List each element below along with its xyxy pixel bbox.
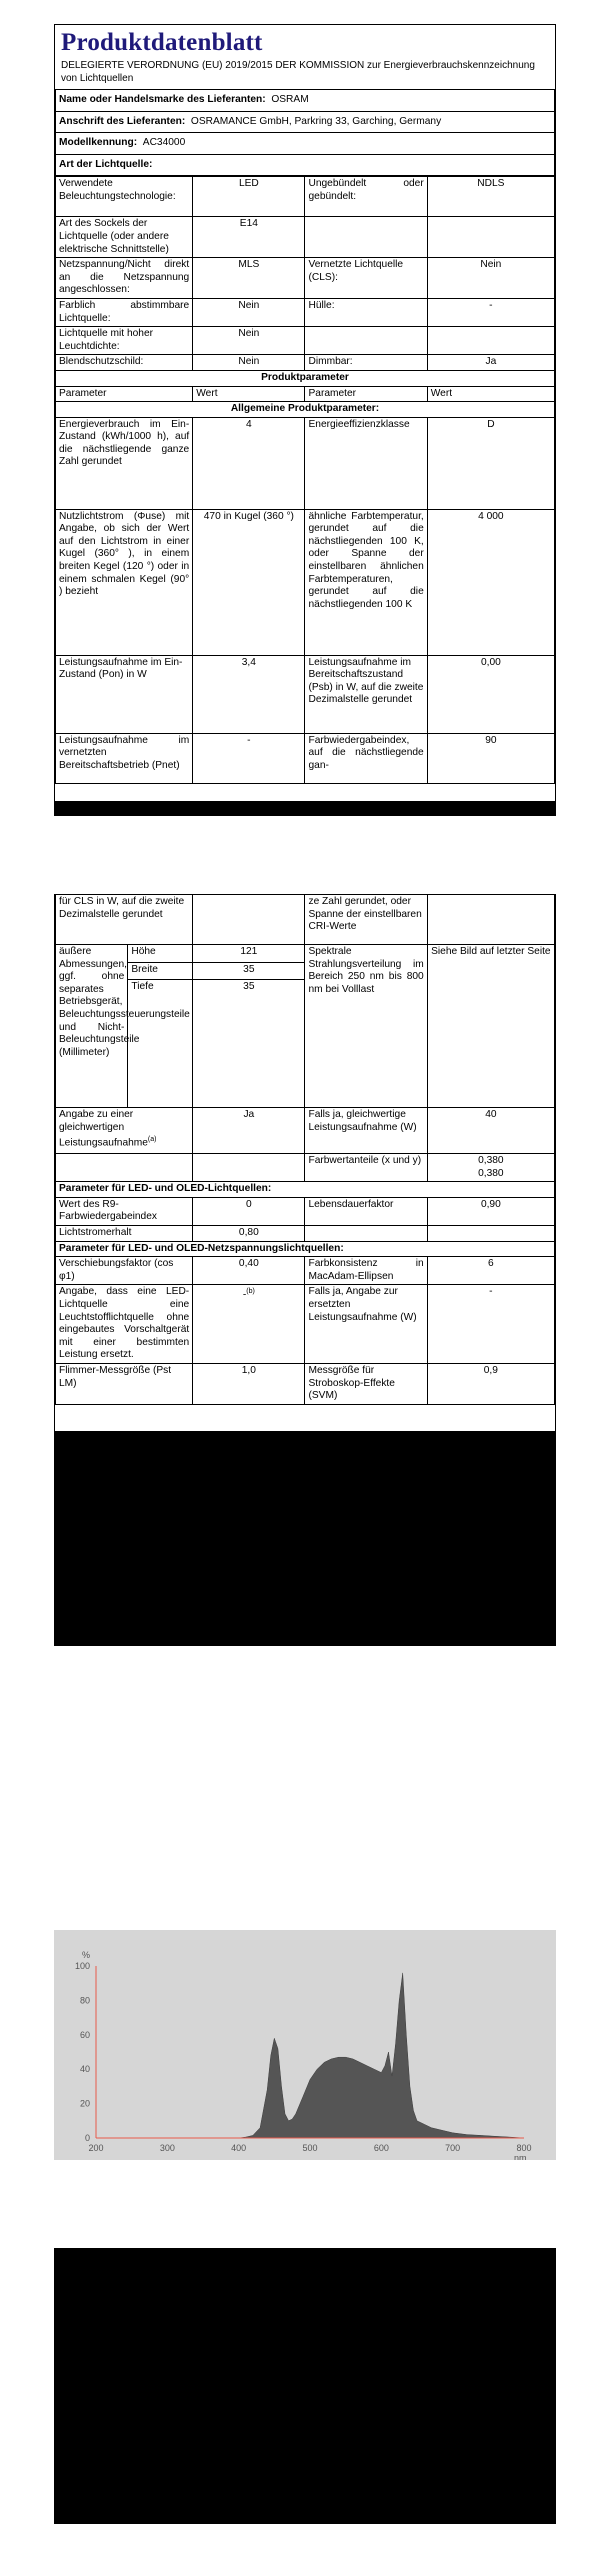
y-axis-label: % (82, 1950, 91, 1960)
col-header-value: Wert (427, 386, 554, 402)
led-parameters-header: Parameter für LED- und OLED-Lichtquellen: (56, 1182, 555, 1198)
type-label: Lichtquelle mit hoher Leuchtdichte: (56, 327, 193, 355)
equivalent-power-label-text: Angabe zu einer gleichwertigen Leistungsaufnahme (59, 1109, 148, 1149)
type-label: Verwendete Beleuchtungstechnologie: (56, 177, 193, 217)
y-tick-label: 0 (84, 2133, 90, 2143)
product-parameters-header: Produktparameter (56, 370, 555, 386)
x-tick-label: 300 (159, 2143, 175, 2153)
equivalent-power-flag-label (56, 1108, 193, 1154)
regulation-subtitle: DELEGIERTE VERORDNUNG (EU) 2019/2015 DER KOMMISSION zur Energieverbrauchskennzeichnung von Lichtquellen (61, 60, 535, 84)
type-label: Ungebündelt oder gebündelt: (305, 177, 427, 217)
chromaticity-label: Farbwertanteile (x und y) (305, 1154, 427, 1182)
param-value: 3,4 (193, 655, 305, 733)
replaced-power-label: Falls ja, Angabe zur ersetzten Leistungsaufnahme (W) (305, 1285, 427, 1364)
equivalent-power-value: 40 (427, 1108, 554, 1154)
fluorescent-replacement-value (193, 1285, 305, 1364)
spectrum-svg (54, 1930, 556, 2160)
mains-led-parameters-header: Parameter für LED- und OLED-Netzspannungslichtquellen: (56, 1241, 555, 1257)
replaced-power-value: - (427, 1285, 554, 1364)
y-tick-label: 20 (79, 2098, 90, 2109)
type-label: Dimmbar: (305, 355, 427, 371)
type-value (427, 217, 554, 258)
chromaticity-values (427, 1154, 554, 1182)
x-tick-label: 200 (88, 2143, 104, 2153)
param-label: Nutzlichtstrom (Φuse) mit Angabe, ob sich der Wert auf den Lichtstrom in einer Kugel (360° ), in einem breiten Kegel (120 °) oder in einem schmalen Kegel (90° ) bezieht (56, 509, 193, 655)
footnote-a: (a) (147, 1136, 157, 1144)
r9-value: 0 (193, 1197, 305, 1225)
dimension-value: 121 (193, 945, 305, 963)
x-tick-label: 400 (231, 2143, 247, 2153)
col-header-parameter: Parameter (56, 386, 193, 402)
redacted-footnote-block (54, 1432, 556, 1646)
dimension-name: Tiefe (128, 980, 193, 1108)
general-parameters-header: Allgemeine Produktparameter: (56, 402, 555, 418)
fluorescent-replacement-dash: - (242, 1289, 247, 1301)
x-tick-label: 600 (373, 2143, 389, 2153)
param-label: Energieeffizienzklasse (305, 417, 427, 509)
datasheet-page-1 (54, 24, 556, 802)
type-label: Vernetzte Lichtquelle (CLS): (305, 258, 427, 299)
displacement-factor-label: Verschiebungsfaktor (cos φ1) (56, 1257, 193, 1285)
type-label (305, 327, 427, 355)
y-tick-label: 100 (74, 1961, 90, 1971)
supplier-address-label: Anschrift des Lieferanten: (59, 115, 186, 127)
type-value: E14 (193, 217, 305, 258)
spectral-value: Siehe Bild auf letzter Seite (427, 945, 554, 1108)
type-label: Farblich abstimmbare Lichtquelle: (56, 298, 193, 326)
x-tick-label: 800 (516, 2143, 532, 2153)
lumen-maintenance-value: 0,80 (193, 1225, 305, 1241)
param-label: ze Zahl gerundet, oder Spanne der einstellbaren CRI-Werte (305, 895, 427, 945)
spectrum-area (239, 1973, 524, 2138)
dimension-name: Höhe (128, 945, 193, 963)
param-label: Leistungsaufnahme im Ein-Zustand (Pon) in W (56, 655, 193, 733)
type-label: Blendschutzschild: (56, 355, 193, 371)
datasheet-page-2 (54, 894, 556, 1432)
dimension-name: Breite (128, 962, 193, 980)
model-id: AC34000 (142, 137, 186, 149)
spectral-distribution-chart (54, 1930, 556, 2160)
type-value: Ja (427, 355, 554, 371)
dimension-value: 35 (193, 962, 305, 980)
param-value: 4 000 (427, 509, 554, 655)
dimension-value: 35 (193, 980, 305, 1108)
stroboscopic-value: 0,9 (427, 1363, 554, 1404)
survival-factor-label: Lebensdauerfaktor (305, 1197, 427, 1225)
y-tick-label: 60 (79, 2029, 90, 2040)
supplier-name-label: Name oder Handelsmarke des Lieferanten: (59, 94, 266, 105)
stroboscopic-label: Messgröße für Stroboskop-Effekte (SVM) (305, 1363, 427, 1404)
type-value: LED (193, 177, 305, 217)
dimensions-label: äußere Abmessungen, ggf. ohne separates Betriebsgerät, Beleuchtungssteuerungsteile und Nicht-Beleuchtungsteile (Millimeter) (56, 945, 128, 1108)
param-value: D (427, 417, 554, 509)
displacement-factor-value: 0,40 (193, 1257, 305, 1285)
flicker-value: 1,0 (193, 1363, 305, 1404)
y-tick-label: 40 (79, 2064, 90, 2075)
param-label: ähnliche Farbtemperatur, gerundet auf die nächstliegenden 100 K, oder Spanne der einstellbaren ähnlichen Farbtemperaturen, gerundet auf die nächstliegenden 100 K (305, 509, 427, 655)
x-axis-label: nm (514, 2153, 527, 2160)
type-value: Nein (193, 298, 305, 326)
type-value: Nein (193, 355, 305, 371)
light-source-type-header: Art der Lichtquelle: (56, 154, 555, 176)
param-value: 4 (193, 417, 305, 509)
x-tick-label: 500 (302, 2143, 318, 2153)
flicker-label: Flimmer-Messgröße (Pst LM) (56, 1363, 193, 1404)
type-value (427, 327, 554, 355)
type-value: Nein (427, 258, 554, 299)
page-title: Produktdatenblatt (61, 29, 263, 56)
colour-consistency-label: Farbkonsistenz in MacAdam-Ellipsen (305, 1257, 427, 1285)
type-value: MLS (193, 258, 305, 299)
supplier-name: OSRAM (271, 94, 309, 105)
type-label: Netzspannung/Nicht direkt an die Netzspannung angeschlossen: (56, 258, 193, 299)
param-label: Leistungsaufnahme im vernetzten Bereitschaftsbetrieb (Pnet) (56, 733, 193, 783)
equivalent-power-flag: Ja (193, 1108, 305, 1154)
colour-consistency-value: 6 (427, 1257, 554, 1285)
type-value: - (427, 298, 554, 326)
type-label: Hülle: (305, 298, 427, 326)
supplier-address: OSRAMANCE GmbH, Parkring 33, Garching, Germany (190, 115, 442, 127)
param-label: Farbwiedergabeindex, auf die nächstliegende gan- (305, 733, 427, 783)
param-value: 0,00 (427, 655, 554, 733)
type-label: Art des Sockels der Lichtquelle (oder andere elektrische Schnittstelle) (56, 217, 193, 258)
x-tick-label: 700 (445, 2143, 461, 2153)
type-label (305, 217, 427, 258)
param-label: für CLS in W, auf die zweite Dezimalstelle gerundet (56, 895, 193, 945)
param-value: - (193, 733, 305, 783)
r9-label: Wert des R9-Farbwiedergabeindex (56, 1197, 193, 1225)
lumen-maintenance-label: Lichtstromerhalt (56, 1225, 193, 1241)
equivalent-power-label: Falls ja, gleichwertige Leistungsaufnahme (W) (305, 1108, 427, 1154)
product-parameters-continued-table (55, 894, 555, 1405)
light-source-type-table (55, 176, 555, 783)
supplier-table (55, 89, 555, 176)
y-tick-label: 80 (79, 1995, 90, 2006)
param-label: Leistungsaufnahme im Bereitschaftszustand (Psb) in W, auf die zweite Dezimalstelle gerundet (305, 655, 427, 733)
col-header-parameter: Parameter (305, 386, 427, 402)
page-separator-bar (54, 802, 556, 816)
type-value: Nein (193, 327, 305, 355)
param-label: Energieverbrauch im Ein-Zustand (kWh/1000 h), auf die nächstliegende ganze Zahl gerundet (56, 417, 193, 509)
type-value: NDLS (427, 177, 554, 217)
chromaticity-x: 0,380 (478, 1155, 504, 1166)
param-value: 470 in Kugel (360 °) (193, 509, 305, 655)
footnote-b: (b) (246, 1288, 255, 1296)
redacted-bottom-block (54, 2248, 556, 2524)
chromaticity-y: 0,380 (478, 1167, 504, 1179)
model-label: Modellkennung: (59, 137, 138, 149)
spectral-label: Spektrale Strahlungsverteilung im Bereich 250 nm bis 800 nm bei Volllast (305, 945, 427, 1108)
survival-factor-value: 0,90 (427, 1197, 554, 1225)
col-header-value: Wert (193, 386, 305, 402)
fluorescent-replacement-label: Angabe, dass eine LED-Lichtquelle eine Leuchtstofflichtquelle ohne eingebautes Vorschaltgerät mit einer bestimmten Leistung ersetzt. (56, 1285, 193, 1364)
param-value: 90 (427, 733, 554, 783)
